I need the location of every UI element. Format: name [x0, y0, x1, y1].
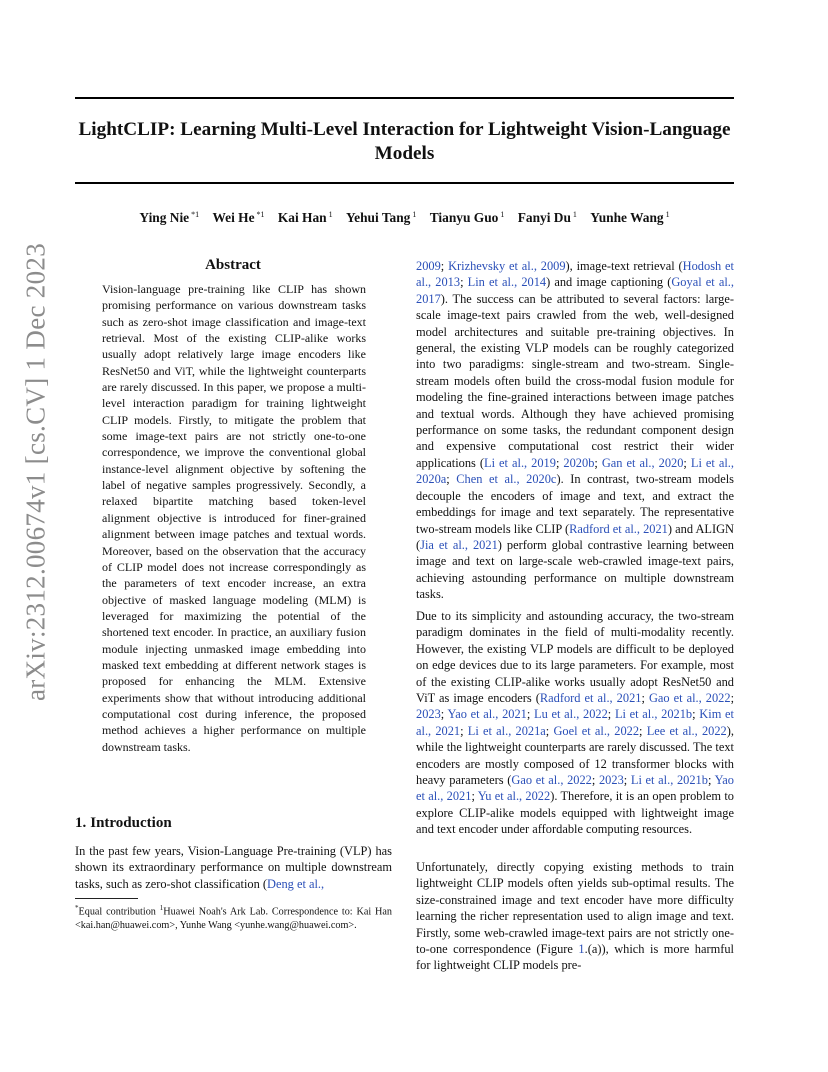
- section-title-text: Introduction: [90, 815, 172, 831]
- citation-link[interactable]: Radford et al., 2021: [569, 521, 668, 536]
- paragraph-text: ) perform global contrastive learning between image and text on large-scale web-crawled image-text pairs, achieving astounding performance on multiple downstream tasks.: [416, 537, 734, 602]
- citation-link[interactable]: Gao et al., 2022: [648, 691, 731, 706]
- author-affiliation-mark: 1: [665, 210, 670, 219]
- author: [430, 210, 505, 225]
- citation-link[interactable]: Lee et al., 2022: [646, 723, 727, 738]
- author-name: Yehui Tang: [345, 210, 411, 226]
- footnote-marker: *: [75, 904, 79, 912]
- author: [278, 210, 333, 225]
- citation-link[interactable]: Li et al., 2019: [484, 455, 556, 470]
- title-bottom-rule: [75, 182, 734, 184]
- footnote-marker: 1: [159, 904, 164, 912]
- footnote-rule: [75, 898, 138, 899]
- author: [139, 210, 199, 225]
- citation-link[interactable]: Gao et al., 2022: [511, 773, 592, 788]
- paragraph-text: In the past few years, Vision-Language Pre-training (VLP) has shown its extraordinary performance on multiple downstream tasks, such as zero-shot classification (: [75, 844, 392, 891]
- citation-link[interactable]: Lin et al., 2014: [467, 275, 547, 290]
- paragraph-text: ;: [460, 723, 468, 738]
- paragraph-text: ;: [641, 691, 649, 706]
- paragraph-text: ). Therefore, it is an open problem to explore CLIP-alike models equipped with lightweight image and text encoder under affordable computing resources.: [416, 789, 734, 837]
- section-number: 1.: [75, 815, 87, 831]
- paragraph-text: ;: [639, 723, 647, 738]
- right-column-paragraph-2: [416, 608, 734, 838]
- paragraph-text: ;: [594, 455, 602, 470]
- citation-link[interactable]: Li et al., 2020a: [416, 455, 734, 487]
- citation-link[interactable]: Yao et al., 2021: [416, 773, 734, 804]
- author-affiliation-mark: 1: [572, 210, 577, 219]
- citation-link[interactable]: Lu et al., 2022: [534, 707, 608, 722]
- author-affiliation-mark: 1: [500, 210, 505, 219]
- right-column-paragraph-1: [416, 258, 734, 603]
- citation-link[interactable]: Chen et al., 2020c: [456, 472, 557, 487]
- author-affiliation-mark: *1: [256, 210, 265, 219]
- footnote-text: Huawei Noah's Ark Lab. Correspondence to: Kai Han <kai.han@huawei.com>, Yunhe Wang <yunhe.wang@huawei.com>.: [75, 906, 392, 931]
- citation-link[interactable]: Goyal et al., 2017: [416, 275, 734, 306]
- paragraph-text: ;: [460, 275, 468, 290]
- paragraph-text: ), image-text retrieval (: [565, 259, 683, 273]
- author-name: Fanyi Du: [517, 210, 571, 226]
- paragraph-text: ;: [446, 472, 457, 487]
- author: [590, 210, 669, 225]
- citation-link[interactable]: Kim et al., 2021: [416, 707, 734, 738]
- paragraph-text: ;: [683, 455, 691, 470]
- citation-link[interactable]: 2009: [416, 259, 441, 273]
- citation-link[interactable]: Yu et al., 2022: [477, 789, 551, 804]
- citation-link[interactable]: Gan et al., 2020: [601, 455, 684, 470]
- author-name: Yunhe Wang: [590, 210, 664, 226]
- author-list: [75, 210, 734, 226]
- abstract-heading: Abstract: [205, 257, 261, 273]
- author-name: Wei He: [212, 210, 255, 226]
- citation-link[interactable]: 1: [578, 942, 585, 957]
- citation-link[interactable]: Deng et al.,: [267, 876, 325, 891]
- arxiv-stamp: [16, 242, 56, 702]
- title-top-rule: [75, 97, 734, 99]
- arxiv-identifier[interactable]: arXiv:2312.00674v1 [cs.CV] 1 Dec 2023: [20, 242, 51, 702]
- author-affiliation-mark: 1: [328, 210, 333, 219]
- abstract-text: Vision-language pre-training like CLIP has shown promising performance on various downstream tasks such as zero-shot image classification and image-text retrieval. Most of the existing CLIP-alike works usually adopt relatively large image encoders like ResNet50 and ViT, while the lightweight counterparts are rarely discussed. In this paper, we propose a multi-level interaction paradigm for training lightweight CLIP models. Firstly, to mitigate the problem that some image-text pairs are not strictly one-to-one correspondence, we improve the conventional global instance-level alignment objective by softening the label of negative samples progressively. Secondly, a relaxed bipartite matching based token-level alignment objective is introduced for finer-grained alignment between image patches and textual words. Moreover, based on the observation that the accuracy of CLIP model does not increase correspondingly as the parameters of text encoder increase, an extra objective of masked language modeling (MLM) is leveraged for maximizing the potential of the shortened text encoder. In practice, an auxiliary fusion module injecting unmasked image embedding into masked text embedding at different network stages is proposed for enhancing the MLM. Extensive experiments show that without introducing additional computational cost during inference, the proposed method achieves a higher performance on multiple downstream tasks.: [102, 282, 366, 754]
- paragraph-text: Due to its simplicity and astounding accuracy, the two-stream paradigm dominates in the field of multi-modality recently. However, the existing VLP models are difficult to be deployed on edge devices due to its large parameters. For example, most of the existing CLIP-alike works usually adopt ResNet50 and ViT as image encoders (: [416, 609, 734, 706]
- author-name: Kai Han: [277, 210, 327, 226]
- footnote-text: Equal contribution: [78, 906, 160, 918]
- paragraph-text: ;: [545, 723, 554, 738]
- citation-link[interactable]: Hodosh et al., 2013: [416, 259, 734, 290]
- author-affiliation-mark: *1: [191, 210, 200, 219]
- citation-link[interactable]: 2020b: [563, 455, 595, 470]
- paragraph-text: ;: [692, 707, 700, 722]
- paragraph-text: ;: [623, 773, 631, 788]
- citation-link[interactable]: 2023: [598, 773, 624, 788]
- paragraph-text: ;: [607, 707, 615, 722]
- paragraph-text: ;: [440, 707, 448, 722]
- citation-link[interactable]: Radford et al., 2021: [539, 691, 642, 706]
- author: [518, 210, 577, 225]
- author-affiliation-mark: 1: [412, 210, 417, 219]
- author-name: Ying Nie: [139, 210, 190, 226]
- paragraph-text: ;: [526, 707, 535, 722]
- paragraph-text: ;: [730, 691, 735, 706]
- paragraph-text: Unfortunately, directly copying existing methods to train lightweight CLIP models often yields sub-optimal results. The size-constrained image and text encoder have more difficulty learning the richer representation used to align image and text. Firstly, some web-crawled image-text pairs are not strictly one-to-one correspondence (Figure: [416, 860, 734, 957]
- paragraph-text: ), while the lightweight counterparts are rarely discussed. The text encoders are mostly composed of 12 transformer blocks with heavy parameters (: [416, 723, 734, 788]
- footnote: [75, 902, 392, 933]
- paragraph-text: ) and image captioning (: [546, 275, 672, 290]
- paragraph-text: ;: [440, 259, 449, 273]
- citation-link[interactable]: Krizhevsky et al., 2009: [448, 259, 566, 273]
- author: [346, 210, 416, 225]
- paragraph-text: ) and ALIGN (: [416, 521, 734, 552]
- paragraph-text: ;: [591, 773, 599, 788]
- citation-link[interactable]: Li et al., 2021a: [467, 723, 546, 738]
- right-column-paragraph-3: [416, 859, 734, 974]
- author-name: Tianyu Guo: [429, 210, 499, 226]
- citation-link[interactable]: Goel et al., 2022: [553, 723, 640, 738]
- intro-paragraph: [75, 843, 392, 892]
- paper-title: LightCLIP: Learning Multi-Level Interaction for Lightweight Vision-Language Models: [78, 119, 731, 164]
- citation-link[interactable]: Jia et al., 2021: [420, 537, 498, 552]
- paragraph-text: ). In contrast, two-stream models decouple the encoders of image and text, and extract the embeddings for image and text separately. The representative two-stream models like CLIP (: [416, 472, 735, 536]
- paragraph-text: ). The success can be attributed to several factors: large-scale image-text pairs crawled from the web, well-designed model architectures and suitable pre-training objectives. In general, the existing VLP models can be roughly categorized into two paradigms: single-stream and two-stream. Single-stream models often build the cross-modal fusion module for modeling the fine-grained interactions between image patches and textual words. Although they have achieved promising performance on some tasks, the redundant component design and expensive computational cost restrict their wider applications (: [416, 291, 734, 470]
- citation-link[interactable]: Yao et al., 2021: [447, 707, 527, 722]
- paragraph-text: .(a)), which is more harmful for lightweight CLIP models pre-: [416, 942, 734, 973]
- paragraph-text: ;: [707, 773, 715, 788]
- citation-link[interactable]: Li et al., 2021b: [614, 707, 693, 722]
- section-heading-introduction: [75, 815, 172, 832]
- paragraph-text: ;: [555, 455, 564, 470]
- paragraph-text: ;: [471, 789, 478, 804]
- citation-link[interactable]: 2023: [416, 707, 441, 722]
- citation-link[interactable]: Li et al., 2021b: [630, 773, 708, 788]
- author: [212, 210, 264, 225]
